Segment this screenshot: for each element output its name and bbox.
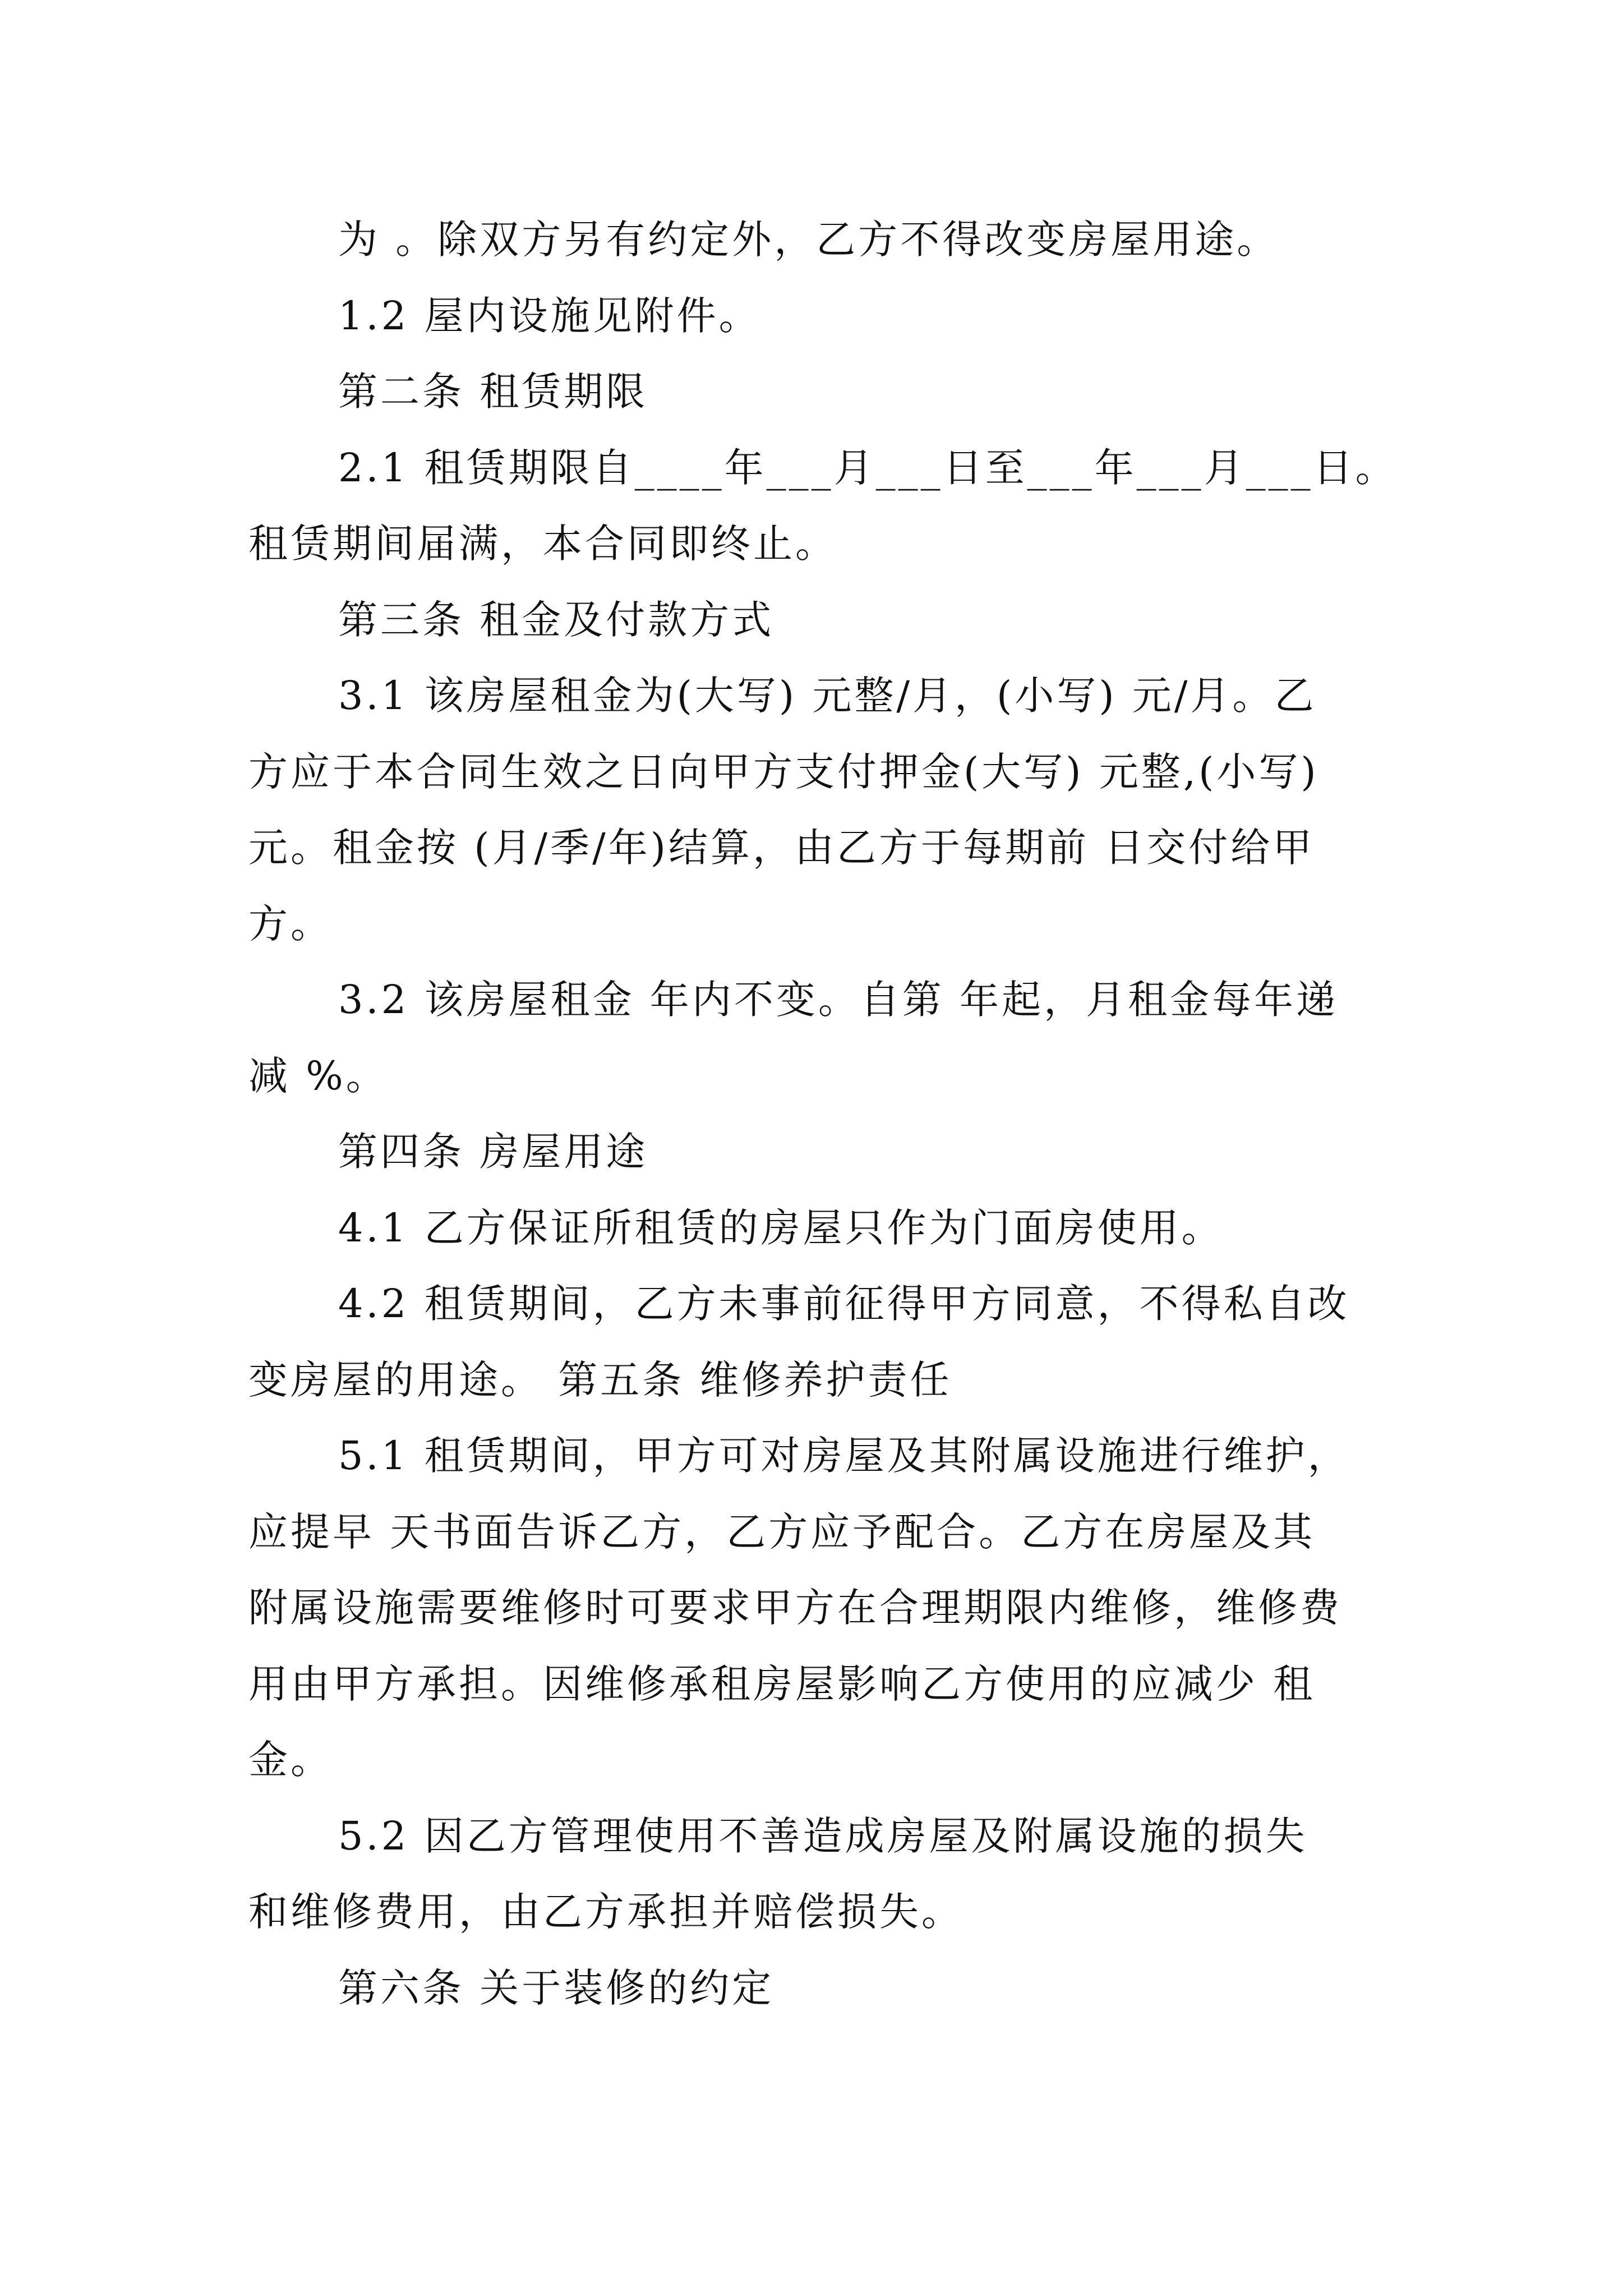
text-line: 减 %。 <box>248 1052 388 1099</box>
text-line: 4.1 乙方保证所租赁的房屋只作为门面房使用。 <box>338 1204 1224 1251</box>
text-line: 5.2 因乙方管理使用不善造成房屋及附属设施的损失 <box>338 1812 1308 1859</box>
section-heading: 第四条 房屋用途 <box>338 1129 648 1175</box>
text-line: 1.2 屋内设施见附件。 <box>338 292 761 339</box>
text-line: 方应于本合同生效之日向甲方支付押金(大写) 元整,(小写) <box>248 748 1319 795</box>
text-line: 5.1 租赁期间，甲方可对房屋及其附属设施进行维护， <box>338 1433 1350 1479</box>
document-body <box>248 202 1404 2026</box>
text-line: 4.2 租赁期间，乙方未事前征得甲方同意，不得私自改 <box>338 1281 1350 1327</box>
text-line: 方。 <box>248 900 333 947</box>
text-line: 附属设施需要维修时可要求甲方在合理期限内维修，维修费 <box>248 1585 1342 1631</box>
section-heading: 第二条 租赁期限 <box>338 369 648 415</box>
text-line: 元。租金按 (月/季/年)结算，由乙方于每期前 日交付给甲 <box>248 825 1315 871</box>
text-line: 为 。除双方另有约定外，乙方不得改变房屋用途。 <box>338 217 1279 263</box>
text-line: 租赁期间届满，本合同即终止。 <box>248 521 837 567</box>
text-line: 变房屋的用途。 第五条 维修养护责任 <box>248 1356 952 1403</box>
text-line: 3.1 该房屋租金为(大写) 元整/月，(小写) 元/月。乙 <box>338 673 1317 719</box>
section-heading: 第六条 关于装修的约定 <box>338 1964 774 2011</box>
text-line: 2.1 租赁期限自____年___月___日至___年___月___日。 <box>338 444 1398 491</box>
text-line: 用由甲方承担。因维修承租房屋影响乙方使用的应减少 租 <box>248 1660 1316 1707</box>
text-line: 金。 <box>248 1737 333 1783</box>
text-line: 3.2 该房屋租金 年内不变。自第 年起，月租金每年递 <box>338 977 1339 1023</box>
text-line: 应提早 天书面告诉乙方，乙方应予配合。乙方在房屋及其 <box>248 1508 1316 1555</box>
section-heading: 第三条 租金及付款方式 <box>338 596 774 643</box>
text-line: 和维修费用，由乙方承担并赔偿损失。 <box>248 1889 963 1935</box>
